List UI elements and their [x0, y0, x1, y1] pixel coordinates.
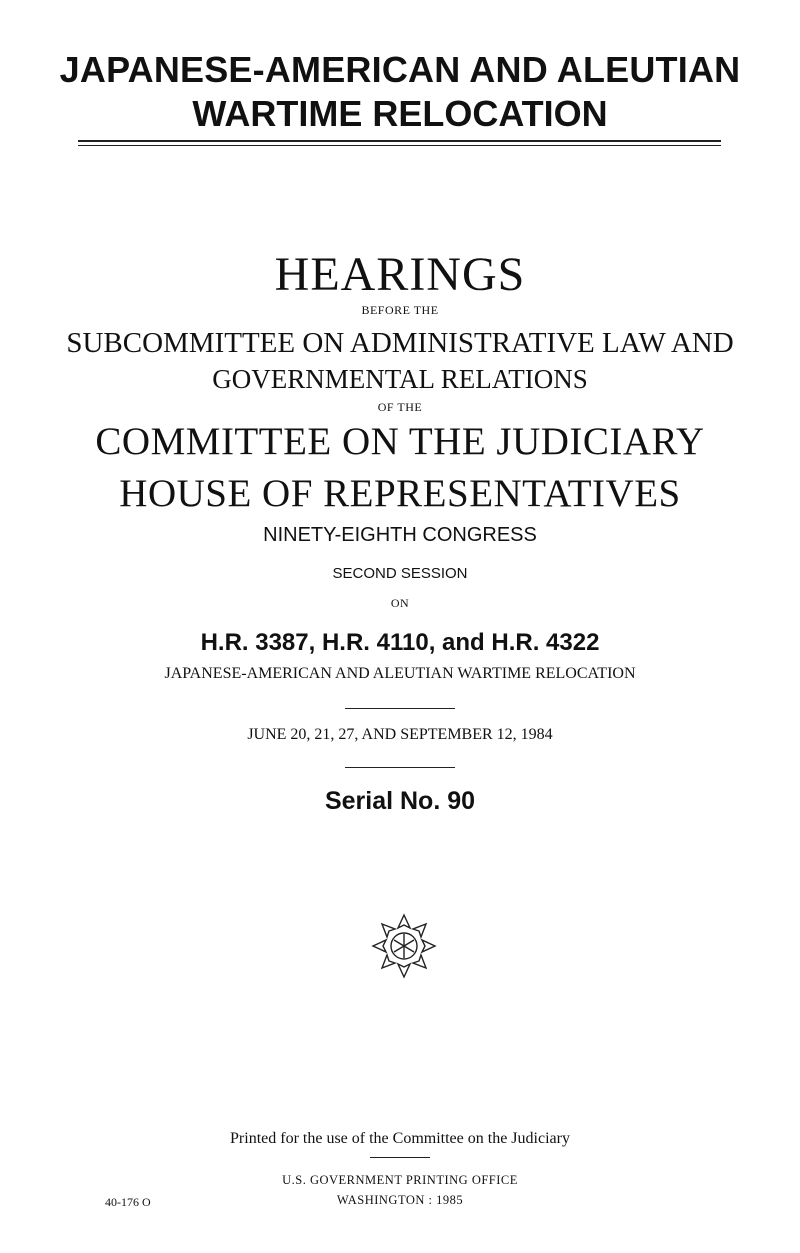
subcommittee-line-2: GOVERNMENTAL RELATIONS — [212, 364, 588, 394]
footer-rule — [370, 1157, 430, 1158]
of-the-label: OF THE — [377, 400, 423, 414]
session-label: SECOND SESSION — [332, 565, 468, 582]
bill-numbers: H.R. 3387, H.R. 4110, and H.R. 4322 — [200, 629, 600, 656]
document-code: 40-176 O — [105, 1195, 151, 1209]
subcommittee-line-1: SUBCOMMITTEE ON ADMINISTRATIVE LAW AND — [66, 327, 734, 359]
title-double-rule-bottom — [78, 145, 721, 146]
hearing-dates: JUNE 20, 21, 27, AND SEPTEMBER 12, 1984 — [247, 726, 553, 743]
serial-number: Serial No. 90 — [324, 787, 476, 815]
congress-label: NINETY-EIGHTH CONGRESS — [263, 524, 537, 546]
hearings-heading: HEARINGS — [274, 248, 526, 301]
bill-subject: JAPANESE-AMERICAN AND ALEUTIAN WARTIME RELOCATION — [164, 665, 636, 682]
document-title-line-2: WARTIME RELOCATION — [192, 93, 608, 134]
gpo-seal-icon — [370, 912, 438, 980]
printed-for-line: Printed for the use of the Committee on the Judiciary — [230, 1130, 570, 1147]
before-the-label: BEFORE THE — [361, 303, 439, 317]
section-rule-2 — [345, 767, 455, 768]
house-name: HOUSE OF REPRESENTATIVES — [119, 472, 681, 515]
title-double-rule-top — [78, 140, 721, 142]
section-rule-1 — [345, 708, 455, 709]
washington-year-label: WASHINGTON : 1985 — [336, 1193, 464, 1207]
printing-office-label: U.S. GOVERNMENT PRINTING OFFICE — [282, 1173, 518, 1187]
committee-name: COMMITTEE ON THE JUDICIARY — [95, 420, 705, 463]
document-title-line-1: JAPANESE-AMERICAN AND ALEUTIAN — [59, 49, 741, 90]
on-label: ON — [390, 596, 410, 610]
